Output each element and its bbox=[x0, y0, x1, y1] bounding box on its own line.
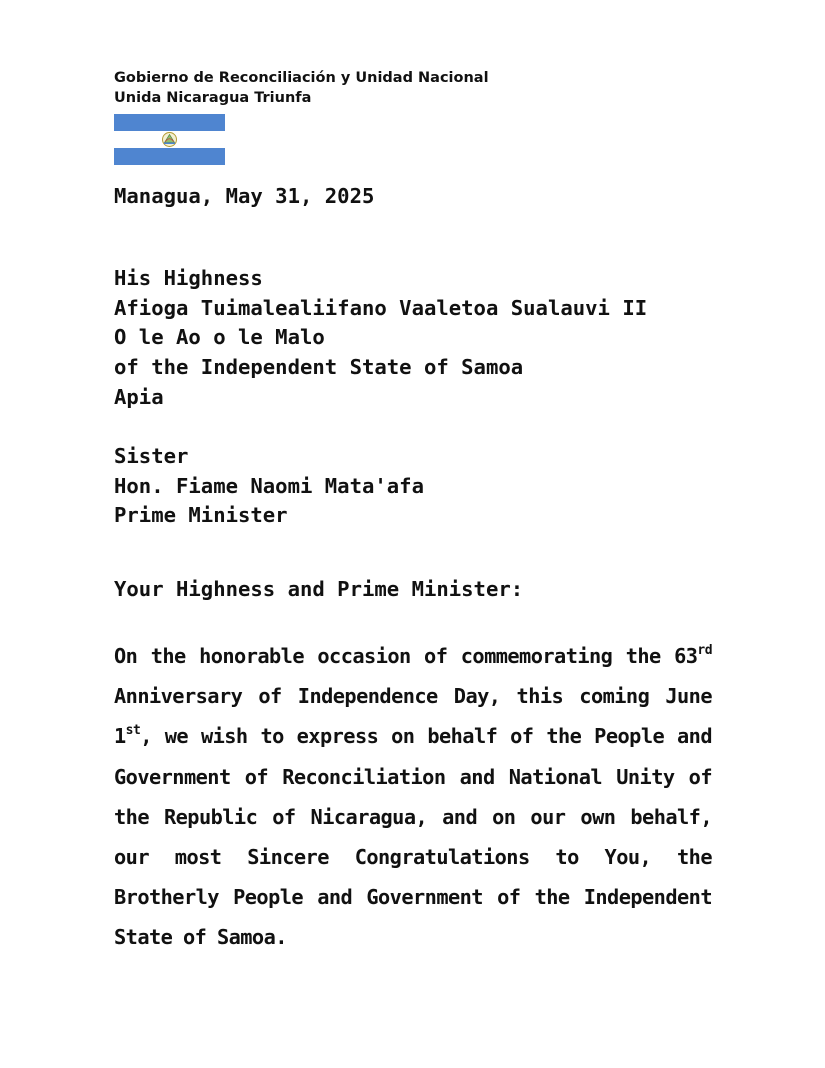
recipient-line: His Highness bbox=[114, 266, 263, 290]
letterhead-slogan: Unida Nicaragua Triunfa bbox=[114, 90, 312, 106]
letterhead-government-name: Gobierno de Reconciliación y Unidad Nacional bbox=[114, 70, 489, 86]
coat-of-arms-icon bbox=[163, 133, 177, 147]
letter-date: Managua, May 31, 2025 bbox=[114, 184, 375, 208]
ordinal-suffix: rd bbox=[697, 643, 712, 658]
salutation: Your Highness and Prime Minister: bbox=[114, 577, 524, 601]
nicaragua-flag-icon bbox=[114, 114, 225, 165]
letter-body bbox=[114, 636, 712, 958]
letterhead bbox=[114, 68, 489, 108]
recipient-block bbox=[114, 264, 647, 413]
recipient-line: Hon. Fiame Naomi Mata'afa bbox=[114, 473, 424, 498]
ordinal-suffix: st bbox=[125, 723, 141, 739]
ordinal-number: 1 bbox=[114, 724, 126, 749]
body-text-part: , we wish to express on behalf of the People and Government of Reconciliation and National Unity of the Republic of Nicaragua, and on our own behalf, our most Sincere Congratulations to You, the Brotherly People and Government of the Independent State of Samoa. bbox=[114, 724, 712, 950]
recipient-line: Afioga Tuimalealiifano Vaaletoa Sualauvi II bbox=[114, 295, 648, 320]
recipient-line: Prime Minister bbox=[114, 503, 288, 528]
recipient-line: Apia bbox=[114, 384, 164, 409]
recipient-line: Sister bbox=[114, 444, 189, 468]
body-text-part: On the honorable occasion of commemorating the bbox=[114, 644, 661, 668]
recipient-line: of the Independent State of Samoa bbox=[114, 355, 524, 380]
second-recipient-block bbox=[114, 442, 424, 531]
recipient-line: O le Ao o le Malo bbox=[114, 325, 325, 350]
body-text-part: Anniversary of Independence Day, this coming June bbox=[114, 684, 712, 709]
ordinal-number: 63 bbox=[674, 644, 698, 668]
